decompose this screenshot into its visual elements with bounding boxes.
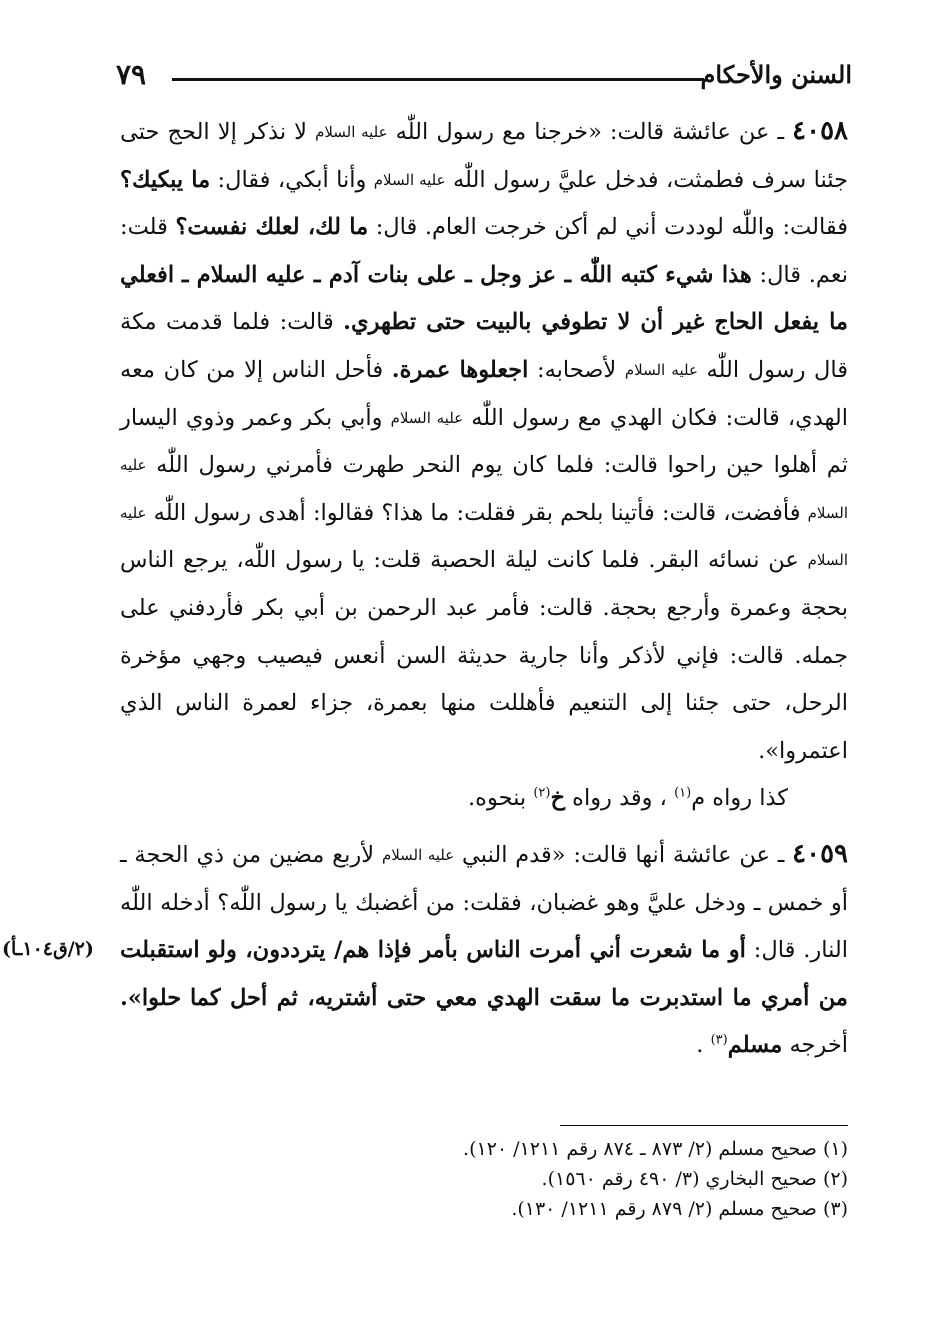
citation-4058: كذا رواه م$^{(١)}$ ، وقد رواه خ$^{(٢)}$ بنحوه. bbox=[468, 785, 788, 812]
footnote-ref[interactable]: (٣) bbox=[710, 1032, 728, 1048]
footnote-1: (١) صحيح مسلم (٢/ ٨٧٣ ـ ٨٧٤ رقم ١٢١١/ ١٢٠). bbox=[463, 1138, 848, 1160]
footnote-ref[interactable]: (١) bbox=[674, 785, 692, 801]
salla-glyph: عليه السلام bbox=[624, 360, 698, 379]
hadith-number: ٤٠٥٩ bbox=[792, 838, 849, 869]
footnote-separator bbox=[560, 1125, 848, 1126]
salla-glyph: عليه السلام bbox=[120, 503, 848, 570]
salla-glyph: عليه السلام bbox=[381, 845, 455, 864]
salla-glyph: عليه السلام bbox=[120, 456, 848, 522]
page-header bbox=[112, 58, 852, 98]
footnote-3: (٣) صحيح مسلم (٢/ ٨٧٩ رقم ١٢١١/ ١٣٠). bbox=[511, 1198, 848, 1220]
hadith-4058: ٤٠٥٨ ـ عن عائشة قالت: «خرجنا مع رسول اللّٰه عليه السلام لا نذكر إلا الحج حتى جئنا سرف فطمثت، فدخل عليَّ رسول اللّٰه عليه السلام وأنا أبكي، فقال: ما يبكيك؟ فقالت: واللّٰه لوددت أني لم أكن خرجت العام. قال: ما لك، لعلك نفست؟ قلت: نعم. قال: هذا شيء كتبه اللّٰه ـ عز وجل ـ على بنات آدم ـ عليه السلام ـ افعلي ما يفعل الحاج غير أن لا تطوفي بالبيت حتى تطهري. قالت: فلما قدمت مكة قال رسول اللّٰه عليه السلام لأصحابه: اجعلوها عمرة. فأحل الناس إلا من كان معه الهدي، قالت: فكان الهدي مع رسول اللّٰه عليه السلام وأبي بكر وعمر وذوي اليسار ثم أهلوا حين راحوا قالت: فلما كان يوم النحر طهرت فأمرني رسول اللّٰه عليه السلام فأفضت، قالت: فأتينا بلحم بقر فقلت: ما هذا؟ فقالوا: أهدى رسول اللّٰه عليه السلام عن نسائه البقر. فلما كانت ليلة الحصبة قلت: يا رسول اللّٰه، يرجع الناس بحجة وعمرة وأرجع بحجة. قالت: فأمر عبد الرحمن بن أبي بكر فأردفني على جمله. قالت: فإني لأذكر وأنا جارية حديثة السن أنعس فيصيب وجهي مؤخرة الرحل، حتى جئنا إلى التنعيم فأهللت منها بعمرة، جزاء لعمرة الناس الذي اعتمروا». bbox=[120, 116, 849, 764]
header-rule bbox=[172, 78, 704, 81]
salla-glyph: عليه السلام bbox=[373, 170, 446, 189]
manuscript-margin-note: (٢/ق١٠٤ـأ) bbox=[2, 938, 94, 960]
footnotes bbox=[300, 1134, 848, 1224]
running-title: السنن والأحكام bbox=[700, 60, 852, 89]
footnote-2: (٢) صحيح البخاري (٣/ ٤٩٠ رقم ١٥٦٠). bbox=[541, 1168, 848, 1190]
main-text bbox=[120, 108, 848, 1070]
footnote-ref[interactable]: (٢) bbox=[533, 785, 551, 801]
salla-glyph: عليه السلام bbox=[390, 408, 464, 427]
salla-glyph: عليه السلام bbox=[315, 123, 388, 141]
page-number: ٧٩ bbox=[116, 58, 147, 91]
hadith-4059: ٤٠٥٩ ـ عن عائشة أنها قالت: «قدم النبي عليه السلام لأربع مضين من ذي الحجة ـ أو خمس ـ ودخل عليَّ وهو غضبان، فقلت: من أغضبك يا رسول اللّٰه؟ أدخله اللّٰه النار. قال: أو ما شعرت أني أمرت الناس بأمر فإذا هم/ يترددون، ولو استقبلت من أمري ما استدبرت ما سقت الهدي معي حتى أشتريه، ثم أحل كما حلوا». أخرجه مسلم$^{(٣)}$ . bbox=[120, 838, 849, 1059]
hadith-number: ٤٠٥٨ bbox=[792, 116, 849, 146]
